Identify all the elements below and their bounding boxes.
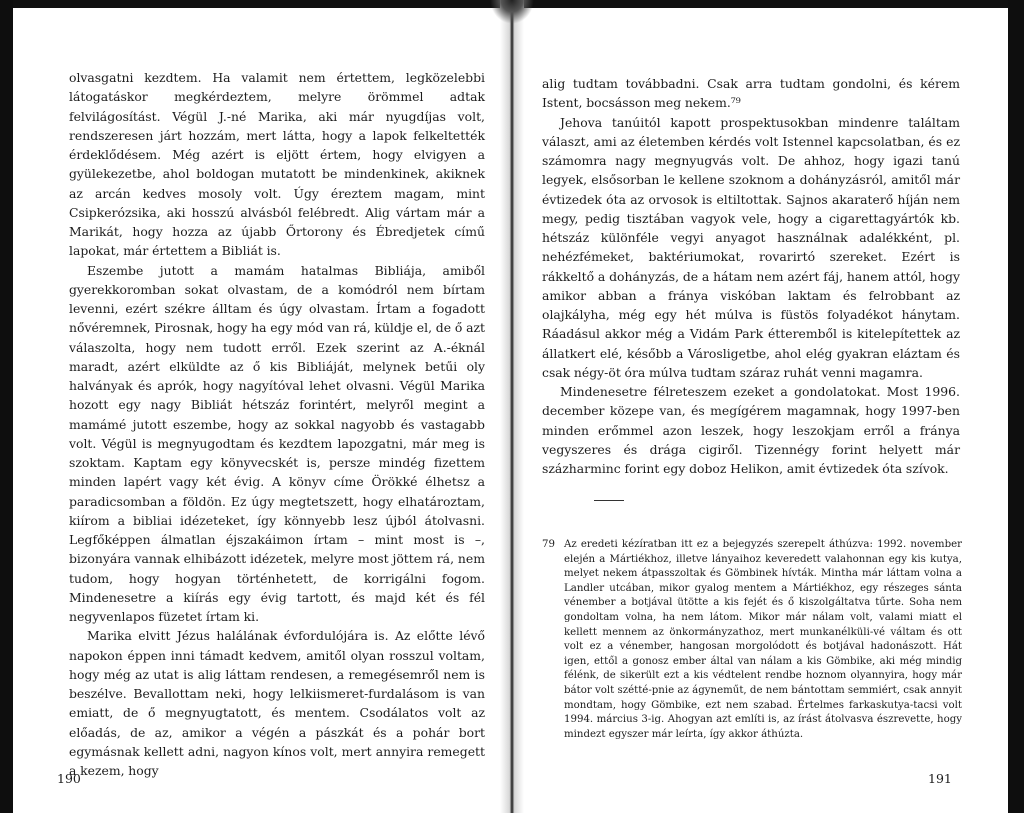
left-page-number: 190 bbox=[57, 771, 81, 786]
book-gutter bbox=[500, 0, 524, 813]
right-page-body bbox=[542, 74, 960, 478]
right-paragraph-2: Jehova tanúitól kapott prospektusokban mindenre találtam választ, ami az életemben kérdés volt Istennel kapcsolatban, és ez számomra nagy megnyugvás volt. De ahhoz, hogy igazi tanú legyek, elsősorban le kellene szoknom a dohányzásról, amitől már évtizedek óta az orvosok is eltiltottak. Sajnos akaraterő híján nem megy, pedig tisztában vagyok vele, hogy a cigarettagyártók kb. hétszáz különféle vegyi anyagot használnak adalékként, pl. nehézfémeket, baktériumokat, rovarirtó szereket. Ezért is rákkeltő a dohányzás, de a hátam nem azért fáj, hanem attól, hogy amikor abban a fránya viskóban laktam és felrobbant az olajkályha, még egy hét múlva is füstös folyadékot hánytam. Ráadásul akkor még a Vidám Park étteremből is kitelepítettek az állatkert elé, később a Városligetbe, ahol elég gyakran eláztam és csak négy-öt óra múlva tudtam száraz ruhát venni magamra. bbox=[542, 114, 960, 380]
scan-left-edge bbox=[0, 0, 13, 813]
footnote-number: 79 bbox=[542, 539, 555, 550]
footnote-separator bbox=[594, 500, 624, 501]
right-paragraph-1: alig tudtam továbbadni. Csak arra tudtam gondolni, és kérem Istent, bocsásson meg nekem.⁷⁹ bbox=[542, 76, 960, 111]
right-paragraph-3: Mindenesetre félreteszem ezeket a gondolatokat. Most 1996. december közepe van, és megígérem magamnak, hogy 1997-ben minden erőmmel azon leszek, hogy leszokjam erről a fránya vegyszeres és drága cigiről. Tizennégy forint helyett már százharminc forint egy doboz Helikon, amit évtizedek óta szívok. bbox=[542, 384, 960, 476]
scan-right-edge bbox=[1008, 0, 1024, 813]
left-paragraph-1: olvasgatni kezdtem. Ha valamit nem értettem, legközelebbi látogatáskor megkérdeztem, melyre örömmel adtak felvilágosítást. Végül J.-né Marika, aki már nyugdíjas volt, rendszeresen járt hozzám, mert látta, hogy a lapok felkeltették érdeklődésem. Még azért is eljött értem, hogy elvigyen a gyülekezetbe, ahol boldogan mutatott be mindenkinek, akiknek az arcán kedves mosoly volt. Úgy éreztem magam, mint Csipkerózsika, aki hosszú alvásból felébredt. Alig vártam már a Marikát, hogy hozza az újabb Őrtorony és Ébredjetek című lapokat, már értettem a Bibliát is. bbox=[69, 70, 485, 259]
footnote-text: Az eredeti kézíratban itt ez a bejegyzés szerepelt áthúzva: 1992. november elején a Mártiékhoz, illetve lányaihoz keveredett valahonnan egy kis kutya, melyet nekem átpasszoltak és Gömbinek hívták. Mintha már láttam volna a Landler utcában, mikor gyalog mentem a Mártiékhoz, egy részeges sánta vénember a botjával ütötte a kis fejét és ő kiszolgáltatva tűrte. Soha nem gondoltam volna, ha nem látom. Mikor már nálam volt, valami miatt el kellett mennem az önkormányzathoz, mert munkanélküli-vé váltam és ott volt ez a vénember, hangosan morgolódott és botjával hadonászott. Hát igen, ettől a gonosz ember által van nálam a kis Gömbike, aki még mindig félénk, de sikerült ezt a kis védtelent rendbe hoznom olyannyira, hogy már bátor volt szétté-pnie az ágyneműt, de nem bántottam semmiért, csak annyit mondtam, hogy Gömbike, ezt nem szabad. Értelmes farkaskutya-tacsi volt 1994. március 3-ig. Ahogyan azt említi is, az írást átolvasva észrevette, hogy mindezt egyszer már leírta, így akkor áthúzta. bbox=[564, 539, 962, 740]
left-paragraph-3: Marika elvitt Jézus halálának évfordulójára is. Az előtte lévő napokon éppen inni támadt kedvem, amitől olyan rosszul voltam, hogy még az utat is alig láttam rendesen, a remegésemről nem is beszélve. Bevallottam neki, hogy lelkiismeret-furdalásom is van emiatt, de ő megnyugtatott, és mentem. Csodálatos volt az előadás, de az, amikor a végén a pászkát és a pohár bort egymásnak kellett adni, nagyon kínos volt, mert annyira remegett a kezem, hogy bbox=[69, 628, 485, 778]
right-page-number: 191 bbox=[928, 771, 952, 786]
left-page bbox=[13, 0, 500, 813]
footnote bbox=[542, 538, 962, 742]
left-paragraph-2: Eszembe jutott a mamám hatalmas Bibliája, amiből gyerekkoromban sokat olvastam, de a komódról nem bírtam levenni, ezért székre álltam és úgy olvastam. Írtam a fogadott nővéremnek, Pirosnak, hogy ha egy mód van rá, küldje el, de ő azt válaszolta, hogy nem tudott erről. Ezek szerint az A.-éknál maradt, azért elküldte az ő kis Bibliáját, melynek betűi oly halványak és aprók, hogy nagyítóval lehet olvasni. Végül Marika hozott egy nagy Bibliát hétszáz forintért, melyről megint a mamámé jutott eszembe, hogy az sokkal nagyobb és vastagabb volt. Végül is megnyugodtam és kezdtem lapozgatni, már meg is szoktam. Kaptam egy könyvecskét is, persze mindég fizettem minden lapért vagy két évig. A könyv címe Örökké élhetsz a paradicsomban a földön. Ez úgy megtetszett, hogy elhatároztam, kiírom a bibliai idézeteket, így könnyebb lesz újból átolvasni. Legfőképpen álmatlan éjszakáimon írtam – mint most is –, bizonyára vannak elhibázott idézetek, melyre most jöttem rá, nem tudom, hogy hogyan történhetett, de korrigálni fogom. Mindenesetre a kiírás egy évig tartott, és majd két és fél negyvenlapos füzetet írtam ki. bbox=[69, 262, 485, 624]
right-page bbox=[524, 0, 1008, 813]
left-page-body bbox=[69, 68, 485, 780]
